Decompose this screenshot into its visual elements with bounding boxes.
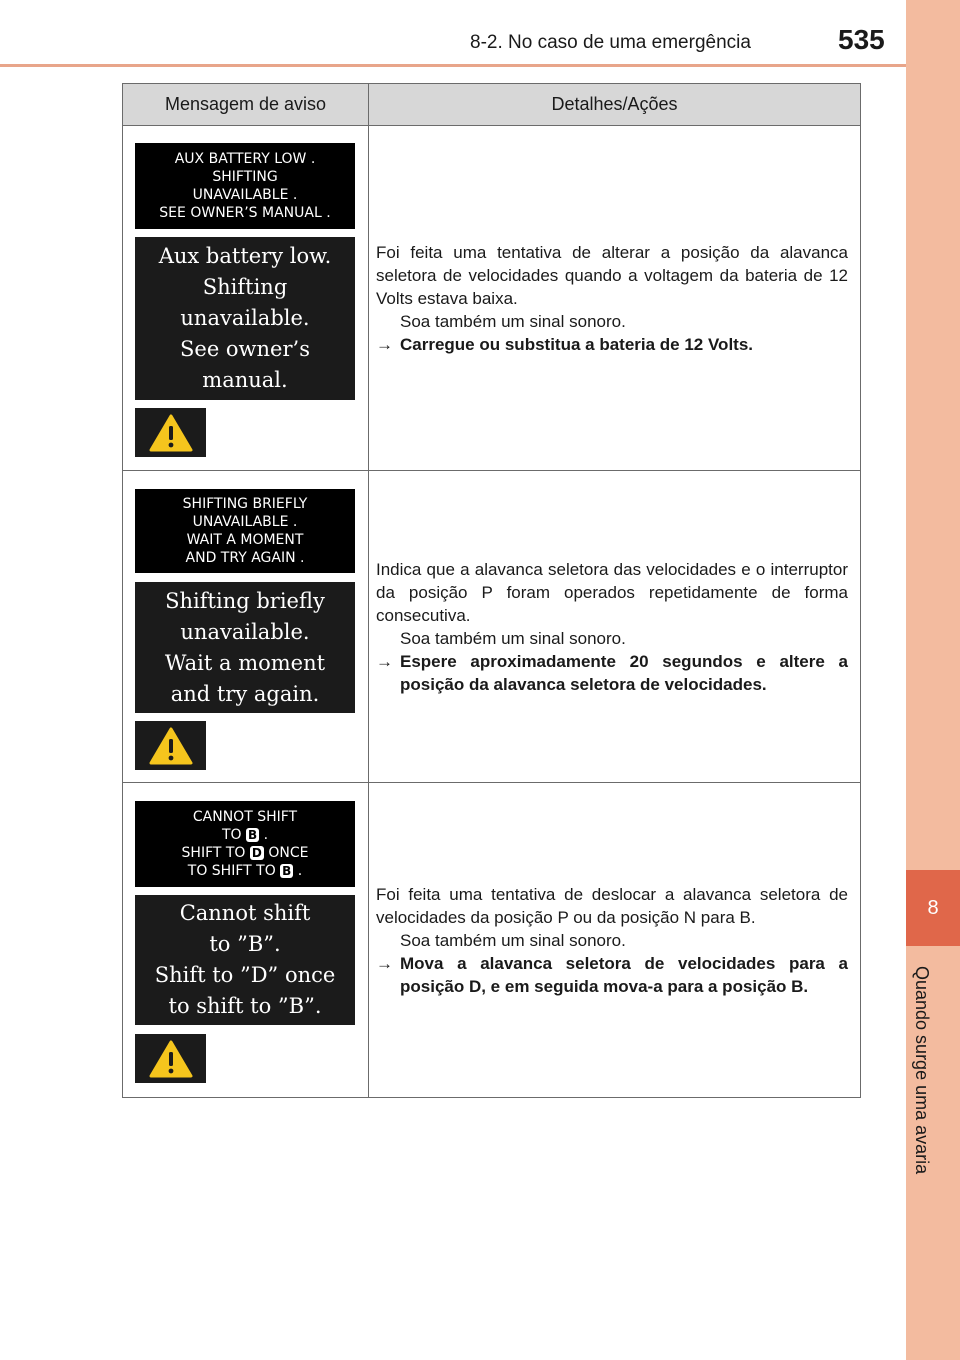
display-line: Wait a moment <box>164 650 326 675</box>
display-upper-screen <box>135 489 355 573</box>
display-line: Shifting <box>202 275 288 299</box>
warning-indicator <box>135 721 206 770</box>
action-item <box>376 952 848 998</box>
gear-b-icon: B <box>282 864 292 878</box>
display-line: AUX BATTERY LOW . <box>174 151 316 167</box>
display-line: Aux battery low. <box>158 244 332 268</box>
display-line: UNAVAILABLE . <box>192 187 298 203</box>
section-title: 8-2. No caso de uma emergência <box>470 32 751 53</box>
column-header-warning-message: Mensagem de aviso <box>123 84 369 125</box>
note-text: Soa também um sinal sonoro. <box>400 930 626 950</box>
display-line: unavailable. <box>180 306 310 330</box>
display-line: Shift to ”D” once <box>154 963 336 987</box>
detail-text: Foi feita uma tentativa de deslocar a alavanca seletora de velocidades da posição P ou da posição N para B. <box>376 884 848 927</box>
display-line: manual. <box>202 368 288 392</box>
warning-message-cell <box>123 126 369 470</box>
table-header <box>123 84 860 126</box>
note-text: Soa também um sinal sonoro. <box>400 311 626 331</box>
arrow-icon: → <box>376 334 393 354</box>
display-text: . <box>263 827 269 843</box>
column-header-details-actions: Detalhes/Ações <box>551 94 678 114</box>
page-number: 535 <box>838 24 885 55</box>
detail-text: Indica que a alavanca seletora das velocidades e o interruptor da posição P foram operados repetidamente de forma consecutiva. <box>376 559 848 625</box>
gear-b-icon: B <box>247 828 258 842</box>
display-line: and try again. <box>170 681 320 706</box>
display-line: WAIT A MOMENT <box>186 532 304 548</box>
table-row <box>123 471 860 783</box>
display-text: . <box>297 863 303 879</box>
action-text: Espere aproximadamente 20 segundos e altere a posição da alavanca seletora de velocidades. <box>400 651 848 694</box>
display-text: ONCE <box>268 845 309 861</box>
display-lower-screen <box>135 895 355 1025</box>
warning-indicator <box>135 1034 206 1083</box>
display-upper-screen <box>135 143 355 229</box>
warning-triangle-icon <box>149 1040 193 1078</box>
action-item <box>376 650 848 696</box>
display-text: TO SHIFT TO <box>187 863 276 879</box>
display-line: See owner’s <box>180 337 310 361</box>
action-text: Mova a alavanca seletora de velocidades para a posição D, e em seguida mova-a para a posição B. <box>400 953 848 996</box>
details-actions-cell <box>369 783 860 1097</box>
action-item <box>376 333 848 356</box>
warning-message-cell <box>123 783 369 1097</box>
display-lower-screen <box>135 582 355 713</box>
details-actions-cell <box>369 471 860 782</box>
note-text: Soa também um sinal sonoro. <box>400 628 626 648</box>
gear-d-icon: D <box>251 846 262 860</box>
display-line: SEE OWNER’S MANUAL . <box>159 205 331 221</box>
arrow-icon: → <box>376 953 393 973</box>
display-line: to shift to ”B”. <box>168 994 322 1018</box>
display-line: UNAVAILABLE . <box>192 514 298 530</box>
table-row <box>123 783 860 1097</box>
display-line: Shifting briefly <box>165 588 325 613</box>
display-line: to ”B”. <box>209 932 281 956</box>
display-line: AND TRY AGAIN . <box>185 550 305 566</box>
display-line: Cannot shift <box>179 901 311 925</box>
display-line <box>135 862 355 880</box>
details-actions-cell <box>369 126 860 470</box>
chapter-title: Quando surge uma avaria <box>912 966 932 1175</box>
chapter-number-badge: 8 <box>906 870 960 946</box>
display-line: SHIFTING BRIEFLY <box>182 496 308 512</box>
display-lower-screen <box>135 237 355 400</box>
display-upper-screen <box>135 801 355 887</box>
display-text: SHIFT TO <box>181 845 246 861</box>
detail-text: Foi feita uma tentativa de alterar a posição da alavanca seletora de velocidades quando a voltagem da bateria de 12 Volts estava baixa. <box>376 242 848 308</box>
display-line: CANNOT SHIFT <box>192 809 298 825</box>
arrow-icon: → <box>376 651 393 671</box>
warning-messages-table <box>122 83 861 1098</box>
display-line: unavailable. <box>180 619 310 644</box>
display-line <box>135 826 355 844</box>
header-divider <box>0 64 906 67</box>
warning-triangle-icon <box>149 414 193 452</box>
warning-indicator <box>135 408 206 457</box>
action-text: Carregue ou substitua a bateria de 12 Volts. <box>400 334 754 354</box>
display-line <box>135 844 355 862</box>
display-text: TO <box>221 827 242 843</box>
warning-message-cell <box>123 471 369 782</box>
warning-triangle-icon <box>149 727 193 765</box>
table-row <box>123 126 860 471</box>
display-line: SHIFTING <box>212 169 278 185</box>
